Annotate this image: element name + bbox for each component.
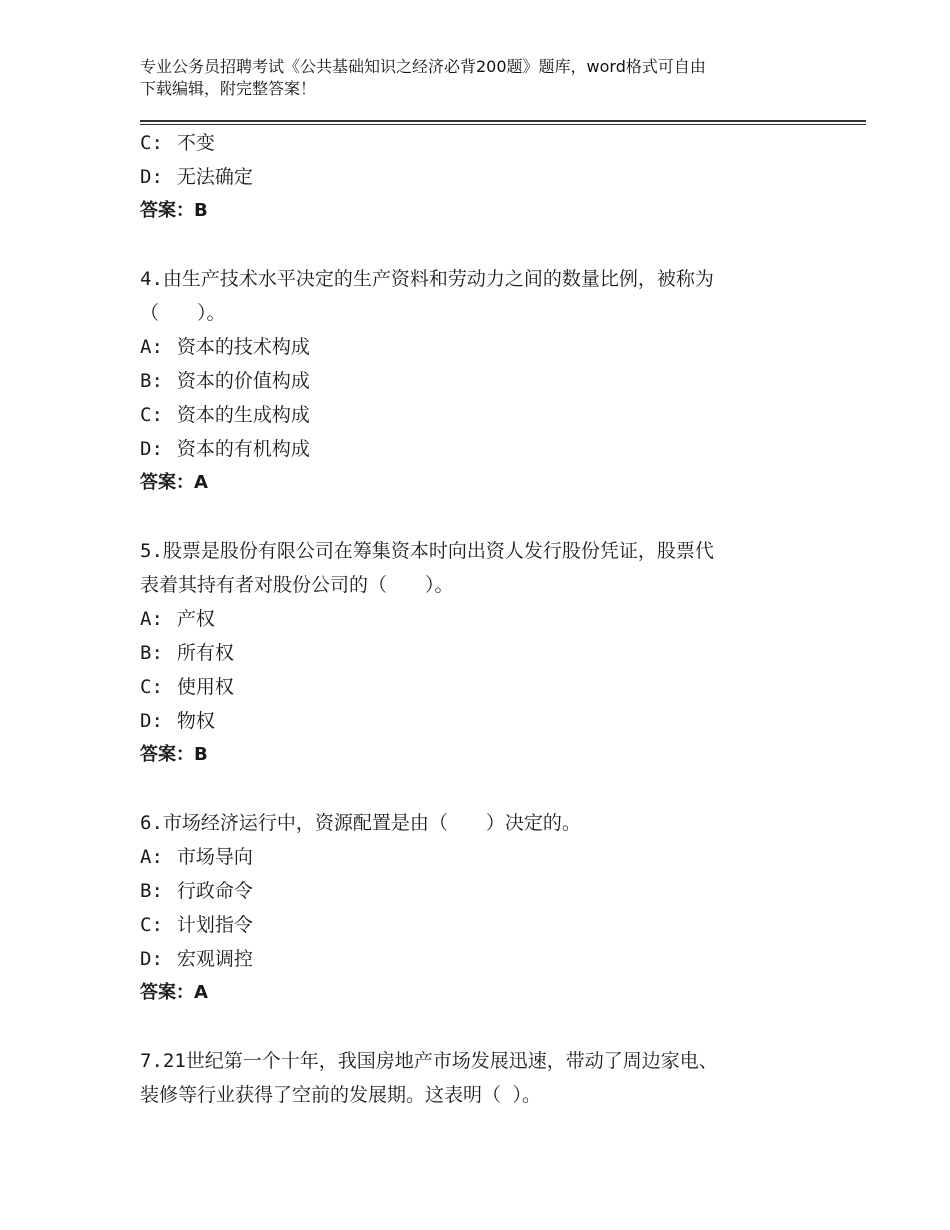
header-line-2: 下载编辑，附完整答案！ xyxy=(140,79,317,98)
option-key: C: xyxy=(140,914,163,936)
option-key: D: xyxy=(140,166,163,188)
option-text: 所有权 xyxy=(176,642,234,664)
question-6 xyxy=(140,806,820,1010)
option-key: D: xyxy=(140,710,163,732)
option-key: D: xyxy=(140,948,163,970)
option-key: B: xyxy=(140,880,163,902)
option-c xyxy=(140,908,820,942)
option-key: C: xyxy=(140,132,163,154)
question-4 xyxy=(140,262,820,500)
question-stem-cont: （ ）。 xyxy=(140,302,226,324)
option-a xyxy=(140,840,820,874)
option-text: 市场导向 xyxy=(176,846,253,868)
option-key: B: xyxy=(140,642,163,664)
answer-label: 答案：A xyxy=(140,472,208,493)
option-key: B: xyxy=(140,370,163,392)
option-a xyxy=(140,602,820,636)
question-list xyxy=(140,126,820,1112)
option-text: 计划指令 xyxy=(176,914,253,936)
option-text: 资本的有机构成 xyxy=(176,438,310,460)
page-header xyxy=(140,56,820,100)
header-line-1: 专业公务员招聘考试《公共基础知识之经济必背200题》题库，word格式可自由 xyxy=(140,57,706,76)
option-key: A: xyxy=(140,608,163,630)
option-b xyxy=(140,364,820,398)
option-b xyxy=(140,636,820,670)
header-divider-thick xyxy=(140,120,866,122)
option-key: C: xyxy=(140,676,163,698)
option-c xyxy=(140,670,820,704)
option-c xyxy=(140,398,820,432)
spacer xyxy=(140,228,820,262)
option-text: 宏观调控 xyxy=(176,948,253,970)
option-key: D: xyxy=(140,438,163,460)
spacer xyxy=(140,1010,820,1044)
question-stem: 5.股票是股份有限公司在筹集资本时向出资人发行股份凭证，股票代 xyxy=(140,540,714,562)
question-5 xyxy=(140,534,820,772)
option-text: 物权 xyxy=(176,710,215,732)
header-divider-thin xyxy=(140,124,866,125)
question-stem: 7.21世纪第一个十年，我国房地产市场发展迅速，带动了周边家电、 xyxy=(140,1050,718,1072)
option-text: 使用权 xyxy=(176,676,234,698)
question-stem: 6.市场经济运行中，资源配置是由（ ）决定的。 xyxy=(140,812,581,834)
option-text: 资本的技术构成 xyxy=(176,336,310,358)
question-stem: 4.由生产技术水平决定的生产资料和劳动力之间的数量比例，被称为 xyxy=(140,268,714,290)
answer-label: 答案：A xyxy=(140,982,208,1003)
answer-label: 答案：B xyxy=(140,744,208,765)
option-key: A: xyxy=(140,846,163,868)
question-stem-cont: 装修等行业获得了空前的发展期。这表明（ ）。 xyxy=(140,1084,541,1106)
question-stem-cont: 表着其持有者对股份公司的（ ）。 xyxy=(140,574,454,596)
header-divider xyxy=(140,120,866,125)
option-text: 不变 xyxy=(176,132,215,154)
question-7 xyxy=(140,1044,820,1112)
spacer xyxy=(140,772,820,806)
option-d xyxy=(140,942,820,976)
option-key: A: xyxy=(140,336,163,358)
option-text: 资本的生成构成 xyxy=(176,404,310,426)
option-b xyxy=(140,874,820,908)
option-d xyxy=(140,704,820,738)
option-text: 行政命令 xyxy=(176,880,253,902)
question-3 xyxy=(140,126,820,228)
option-d xyxy=(140,160,820,194)
spacer xyxy=(140,500,820,534)
option-a xyxy=(140,330,820,364)
option-d xyxy=(140,432,820,466)
answer-label: 答案：B xyxy=(140,200,208,221)
option-text: 资本的价值构成 xyxy=(176,370,310,392)
option-text: 产权 xyxy=(176,608,215,630)
option-key: C: xyxy=(140,404,163,426)
option-text: 无法确定 xyxy=(176,166,253,188)
option-c xyxy=(140,126,820,160)
